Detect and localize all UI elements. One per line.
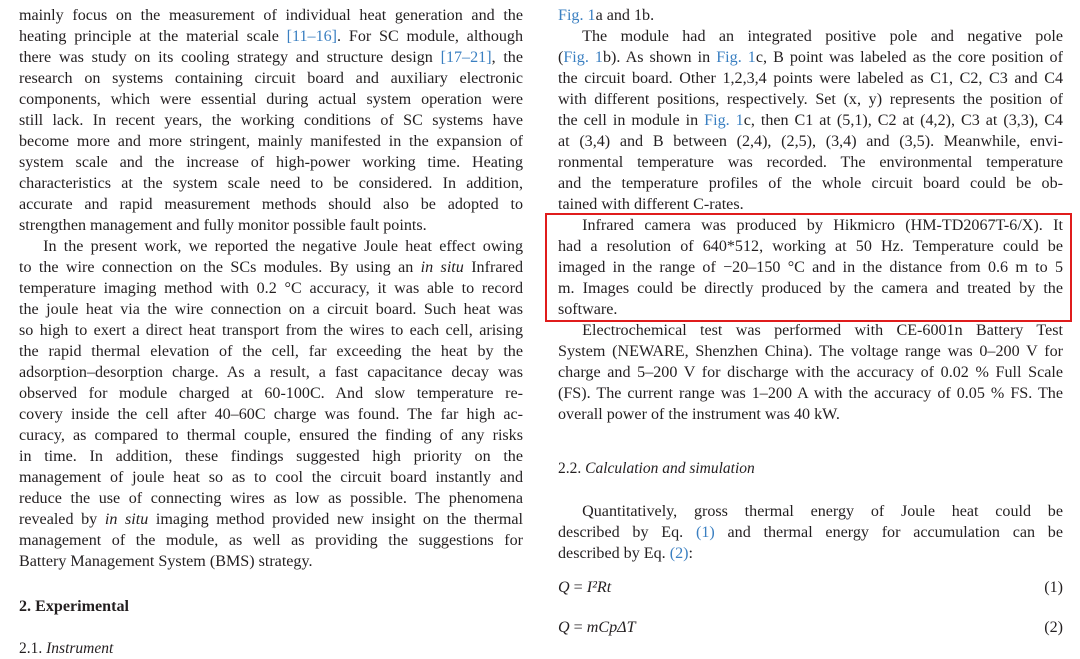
text-line: Fig. 1a and 1b. bbox=[558, 7, 655, 24]
text-line: The module had an integrated positive pole and negative pole bbox=[558, 28, 1063, 45]
text-line: Battery Management System (BMS) strategy. bbox=[19, 553, 313, 570]
italic-text: in situ bbox=[420, 259, 464, 276]
text-line: tained with different C-rates. bbox=[558, 196, 744, 213]
text-line: still lack. In recent years, the working conditions of SC systems have bbox=[19, 112, 523, 129]
text-line: described by Eq. (2): bbox=[558, 545, 693, 562]
text-line: m. Images could be directly produced by the camera and treated by the bbox=[558, 280, 1063, 297]
equation-number: (2) bbox=[1044, 619, 1063, 636]
text-line: strengthen management and fully monitor possible fault points. bbox=[19, 217, 427, 234]
citation-link[interactable]: [17–21] bbox=[440, 49, 492, 66]
highlight-box bbox=[545, 213, 1072, 322]
citation-link[interactable]: (1) bbox=[695, 524, 715, 541]
citation-link[interactable]: [11–16] bbox=[286, 28, 338, 45]
text-line: the circuit board. Other 1,2,3,4 points were labeled as C1, C2, C3 and C4 bbox=[558, 70, 1063, 87]
text-line: heating principle at the material scale [11–16]. For SC module, although bbox=[19, 28, 523, 45]
text-line: imaged in the range of −20–150 °C and in the distance from 0.6 m to 5 bbox=[558, 259, 1063, 276]
citation-link[interactable]: Fig. 1 bbox=[563, 49, 603, 66]
text-line: become more and more stringent, mainly manifested in the expansion of bbox=[19, 133, 523, 150]
text-line: System (NEWARE, Shenzhen China). The voltage range was 0–200 V for bbox=[558, 343, 1063, 360]
text-line: described by Eq. (1) and thermal energy for accumulation can be bbox=[558, 524, 1063, 541]
text-line: had a resolution of 640*512, working at 50 Hz. Temperature could be bbox=[558, 238, 1063, 255]
italic-text: in situ bbox=[104, 511, 149, 528]
text-line: management of the module, as well as providing the suggestions for bbox=[19, 532, 523, 549]
subsection-heading: 2.1. Instrument bbox=[19, 640, 114, 657]
text-line: software. bbox=[558, 301, 618, 318]
text-line: so high to exert a direct heat transport from the wires to each cell, arising bbox=[19, 322, 523, 339]
text-line: Electrochemical test was performed with CE-6001n Battery Test bbox=[558, 322, 1063, 339]
text-line: mainly focus on the measurement of individual heat generation and the bbox=[19, 7, 523, 24]
text-line: Quantitatively, gross thermal energy of Joule heat could be bbox=[558, 503, 1063, 520]
citation-link[interactable]: Fig. 1 bbox=[558, 7, 596, 24]
text-line: the joule heat via the wire connection on a circuit board. Such heat was bbox=[19, 301, 523, 318]
text-line: In the present work, we reported the negative Joule heat effect owing bbox=[19, 238, 523, 255]
text-line: accurate and rapid measurement methods should also be adopted to bbox=[19, 196, 523, 213]
equation-2: Q = mCpΔT (2) bbox=[558, 619, 1063, 636]
text-line: ronmental temperature was recorded. The environmental temperature bbox=[558, 154, 1063, 171]
text-line: to the wire connection on the SCs modules. By using an in situ Infrared bbox=[19, 259, 523, 276]
text-line: system scale and the increase of high-power working time. Heating bbox=[19, 154, 523, 171]
citation-link[interactable]: (2) bbox=[669, 545, 689, 562]
text-line: revealed by in situ imaging method provided new insight on the thermal bbox=[19, 511, 523, 528]
text-line: components, which were essential during actual system operation were bbox=[19, 91, 523, 108]
text-line: adsorption–desorption charge. As a result, a fast capacitance decay was bbox=[19, 364, 523, 381]
equation-number: (1) bbox=[1044, 579, 1063, 596]
equation-1: Q = I²Rt (1) bbox=[558, 579, 1063, 596]
citation-link[interactable]: Fig. 1 bbox=[716, 49, 756, 66]
citation-link[interactable]: Fig. 1 bbox=[704, 112, 744, 129]
text-line: (FS). The current range was 1–200 A with the accuracy of 0.05 % FS. The bbox=[558, 385, 1063, 402]
text-line: characteristics at the system scale need to be considered. In addition, bbox=[19, 175, 523, 192]
text-line: at (3,4) and B between (2,4), (2,5), (3,4) and (3,5). Meanwhile, envi- bbox=[558, 133, 1063, 150]
text-line: there was study on its cooling strategy and structure design [17–21], the bbox=[19, 49, 523, 66]
text-line: observed for module charged at 60-100C. And slow temperature re- bbox=[19, 385, 523, 402]
text-line: and the temperature profiles of the whole circuit board could be ob- bbox=[558, 175, 1063, 192]
subsection-heading: 2.2. Calculation and simulation bbox=[558, 460, 755, 477]
text-line: overall power of the instrument was 40 kW. bbox=[558, 406, 840, 423]
text-line: (Fig. 1b). As shown in Fig. 1c, B point was labeled as the core position of bbox=[558, 49, 1063, 66]
text-line: management of joule heat so as to cool the circuit board instantly and bbox=[19, 469, 523, 486]
section-heading: 2. Experimental bbox=[19, 598, 129, 615]
text-line: the cell in module in Fig. 1c, then C1 at (5,1), C2 at (4,2), C3 at (3,3), C4 bbox=[558, 112, 1063, 129]
text-line: charge and 5–200 V for discharge with the accuracy of 0.02 % Full Scale bbox=[558, 364, 1063, 381]
text-line: temperature imaging method with 0.2 °C accuracy, it was able to record bbox=[19, 280, 523, 297]
text-line: the rapid thermal elevation of the cell, far exceeding the heat by the bbox=[19, 343, 523, 360]
text-line: research on systems containing circuit board and auxiliary electronic bbox=[19, 70, 523, 87]
text-line: with different positions, respectively. Set (x, y) represents the position of bbox=[558, 91, 1063, 108]
text-line: reduce the use of connecting wires as low as possible. The phenomena bbox=[19, 490, 523, 507]
text-line: in time. In addition, these findings suggested high priority on the bbox=[19, 448, 523, 465]
text-line: curacy, as compared to thermal couple, ensured the finding of any risks bbox=[19, 427, 523, 444]
text-line: Infrared camera was produced by Hikmicro (HM-TD2067T-6/X). It bbox=[558, 217, 1063, 234]
text-line: covery inside the cell after 40–60C charge was found. The far high ac- bbox=[19, 406, 523, 423]
